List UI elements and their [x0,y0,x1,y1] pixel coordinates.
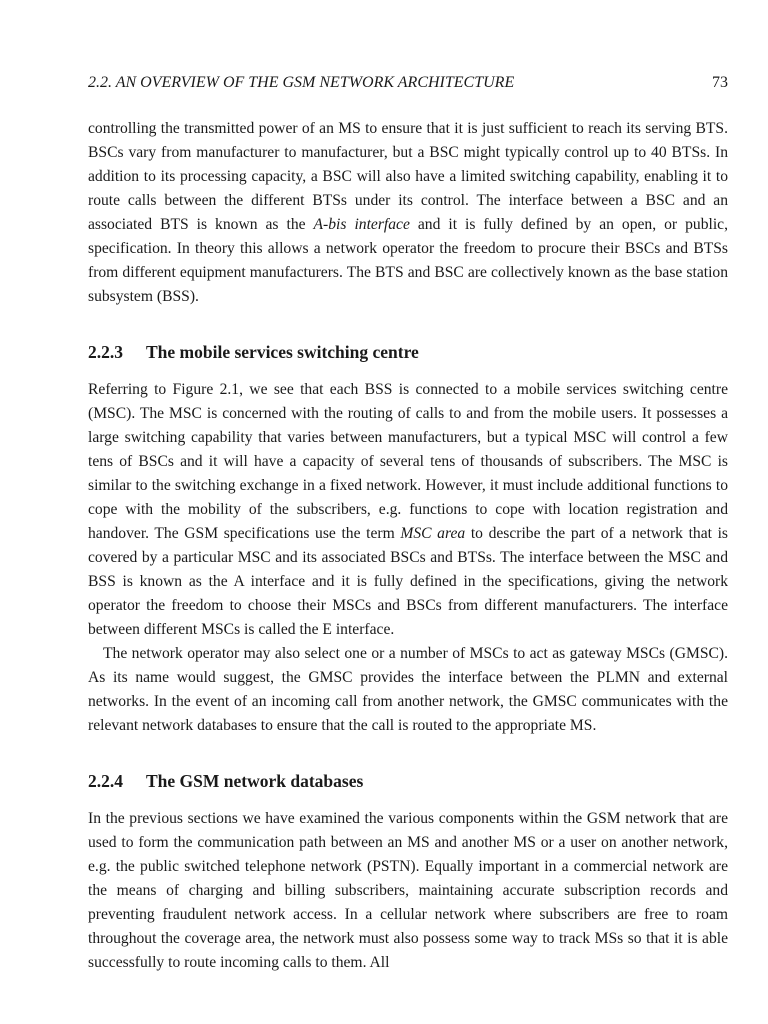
book-page [88,70,728,975]
section-title: The mobile services switching centre [146,342,419,362]
paragraph-text: to describe the part of a network that is covered by a particular MSC and its associated BSCs and BTSs. The interface between the MSC and BSS is known as the A interface and it is fully defined in the specifications, giving the network operator the freedom to choose their MSCs and BSCs from different manufacturers. The interface between different MSCs is called the E interface. [88,525,728,638]
paragraph-msc [88,378,728,642]
page-number: 73 [712,74,728,91]
section-heading-2-2-3 [88,340,728,364]
emphasis-msc-area: MSC area [400,525,466,542]
paragraph-gmsc [88,642,728,738]
paragraph-databases [88,807,728,975]
emphasis-a-bis-interface: A-bis interface [313,216,410,233]
section-number: 2.2.3 [88,342,123,362]
section-title: The GSM network databases [146,771,364,791]
paragraph-text: controlling the transmitted power of an MS to ensure that it is just sufficient to reach its serving BTS. BSCs vary from manufacturer to manufacturer, but a BSC might typically control up to 40 BTSs. In addition to its processing capacity, a BSC will also have a limited switching capability, enabling it to route calls between the different BTSs under its control. The interface between a BSC and an associated BTS is known as the [88,120,728,233]
section-number: 2.2.4 [88,771,123,791]
paragraph-bsc-continued [88,117,728,309]
running-head-title: 2.2. AN OVERVIEW OF THE GSM NETWORK ARCHITECTURE [88,74,515,91]
running-head [88,70,728,96]
paragraph-text: Referring to Figure 2.1, we see that each BSS is connected to a mobile services switching centre (MSC). The MSC is concerned with the routing of calls to and from the mobile users. It possesses a large switching capability that varies between manufacturers, but a typical MSC will control a few tens of BSCs and it will have a capacity of several tens of thousands of subscribers. The MSC is similar to the switching exchange in a fixed network. However, it must include additional functions to cope with the mobility of the subscribers, e.g. functions to cope with location registration and handover. The GSM specifications use the term [88,381,728,542]
paragraph-text: The network operator may also select one or a number of MSCs to act as gateway MSCs (GMSC). As its name would suggest, the GMSC provides the interface between the PLMN and external networks. In the event of an incoming call from another network, the GMSC communicates with the relevant network databases to ensure that the call is routed to the appropriate MS. [88,645,728,734]
paragraph-text: In the previous sections we have examined the various components within the GSM network that are used to form the communication path between an MS and another MS or a user on another network, e.g. the public switched telephone network (PSTN). Equally important in a commercial network are the means of charging and billing subscribers, maintaining accurate subscription records and preventing fraudulent network access. In a cellular network where subscribers are free to roam throughout the coverage area, the network must also possess some way to track MSs so that it is able successfully to route incoming calls to them. All [88,810,728,971]
section-heading-2-2-4 [88,769,728,793]
paragraph-text: and it is fully defined by an open, or public, specification. In theory this allows a network operator the freedom to procure their BSCs and BTSs from different equipment manufacturers. The BTS and BSC are collectively known as the base station subsystem (BSS). [88,216,728,305]
